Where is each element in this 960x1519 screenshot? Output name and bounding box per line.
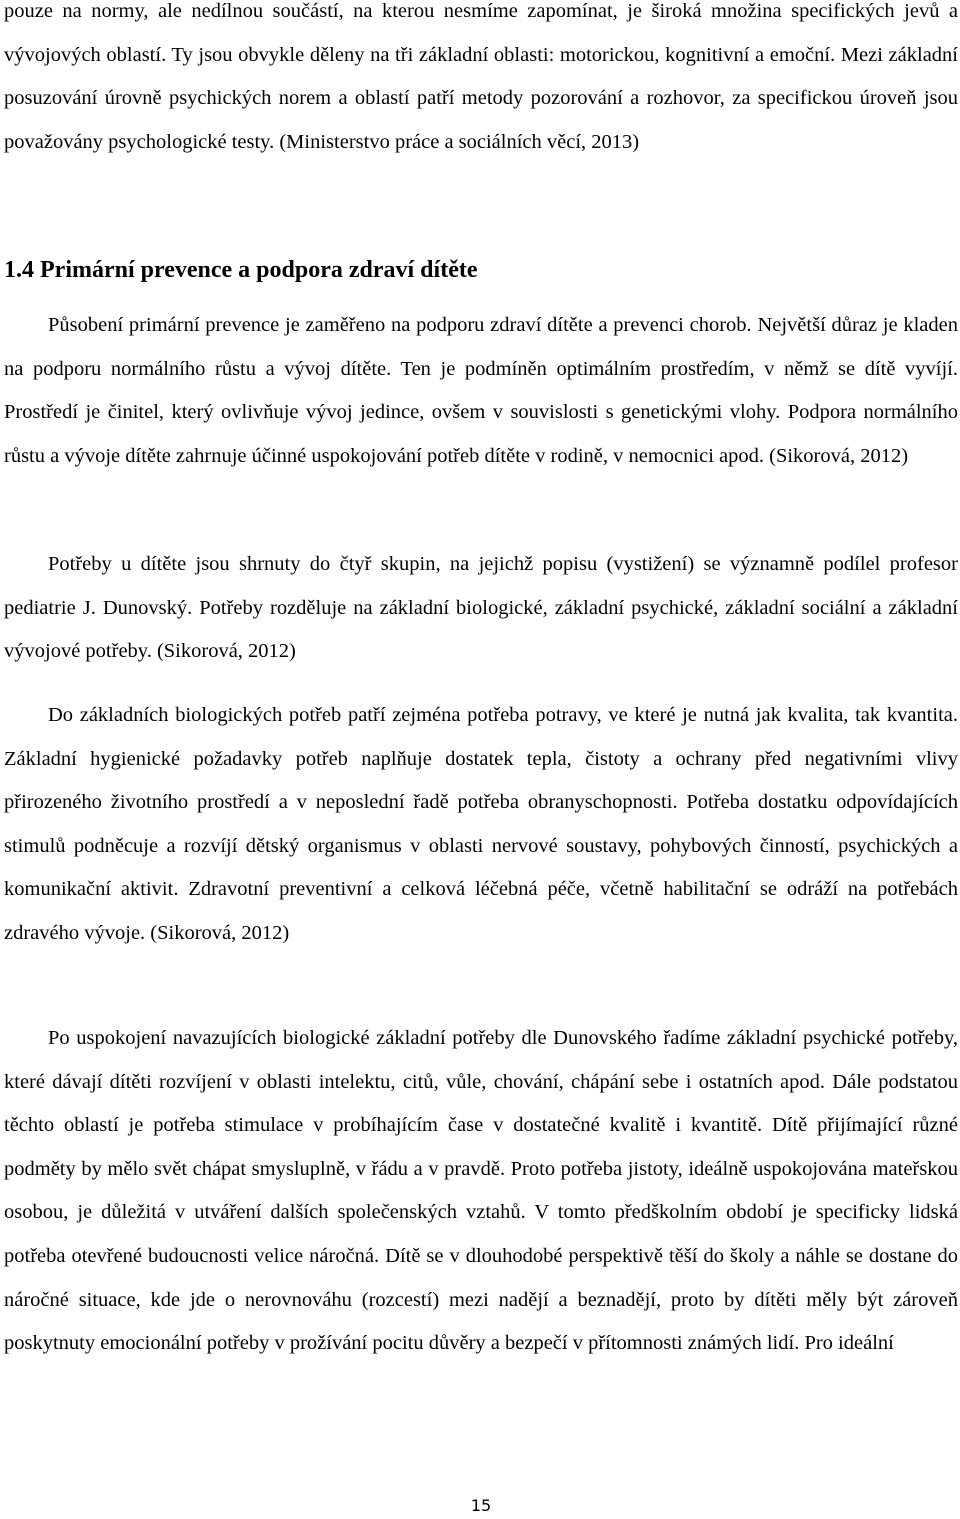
paragraph-intro: pouze na normy, ale nedílnou součástí, na kterou nesmíme zapomínat, je široká množina specifických jevů a vývojových oblastí. Ty jsou obvykle děleny na tři základní oblasti: motorickou, kognitivní a emoční. Mezi základní posuzování úrovně psychických norem a oblastí patří metody pozorování a rozhovor, za specifickou úroveň jsou považovány psychologické testy. (Ministerstvo práce a sociálních věcí, 2013) (4, 0, 958, 153)
paragraph-psychic-needs: Po uspokojení navazujících biologické základní potřeby dle Dunovského řadíme základní psychické potřeby, které dávají dítěti rozvíjení v oblasti intelektu, citů, vůle, chování, chápání sebe i ostatních apod. Dále podstatou těchto oblastí je potřeba stimulace v probíhajícím čase v dostatečné kvalitě i kvantitě. Dítě přijímající různé podměty by mělo svět chápat smysluplně, v řádu a v pravdě. Proto potřeba jistoty, ideálně uspokojována mateřskou osobou, je důležitá v utváření dalších společenských vztahů. V tomto předškolním období je specificky lidská potřeba otevřené budoucnosti velice náročná. Dítě se v dlouhodobé perspektivě těší do školy a náhle se dostane do náročné situace, kde jde o nerovnováhu (rozcestí) mezi nadějí a beznadějí, proto by dítěti měly být zároveň poskytnuty emocionální potřeby v prožívání pocitu důvěry a bezpečí v přítomnosti známých lidí. Pro ideální (4, 1027, 958, 1355)
paragraph-needs: Potřeby u dítěte jsou shrnuty do čtyř skupin, na jejichž popisu (vystižení) se významně podílel profesor pediatrie J. Dunovský. Potřeby rozděluje na základní biologické, základní psychické, základní sociální a základní vývojové potřeby. (Sikorová, 2012) (4, 553, 958, 663)
paragraph-biological-needs: Do základních biologických potřeb patří zejména potřeba potravy, ve které je nutná jak kvalita, tak kvantita. Základní hygienické požadavky potřeb naplňuje dostatek tepla, čistoty a ochrany před negativními vlivy přirozeného životního prostředí a v neposlední řadě potřeba obranyschopnosti. Potřeba dostatku odpovídajících stimulů podněcuje a rozvíjí dětský organismus v oblasti nervové soustavy, pohybových činností, psychických a komunikační aktivit. Zdravotní preventivní a celková léčebná péče, včetně habilitační se odráží na potřebách zdravého vývoje. (Sikorová, 2012) (4, 704, 958, 944)
document-page (4, 0, 958, 1519)
page-number: 15 (470, 1496, 492, 1515)
section-heading: 1.4 Primární prevence a podpora zdraví dítěte (4, 257, 478, 283)
paragraph-prevention: Působení primární prevence je zaměřeno na podporu zdraví dítěte a prevenci chorob. Největší důraz je kladen na podporu normálního růstu a vývoj dítěte. Ten je podmíněn optimálním prostředím, v němž se dítě vyvíjí. Prostředí je činitel, který ovlivňuje vývoj jedince, ovšem v souvislosti s genetickými vlohy. Podpora normálního růstu a vývoje dítěte zahrnuje účinné uspokojování potřeb dítěte v rodině, v nemocnici apod. (Sikorová, 2012) (4, 314, 958, 467)
